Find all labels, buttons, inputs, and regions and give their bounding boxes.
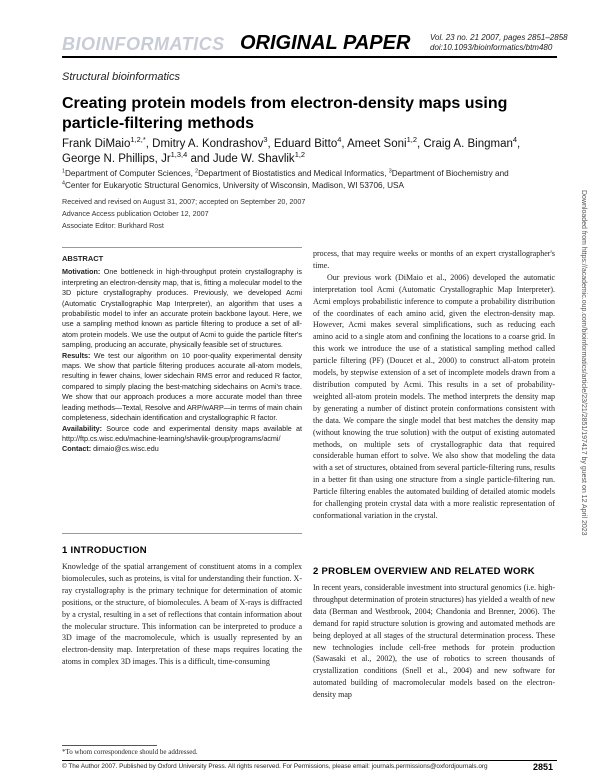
abstract-contact: Contact: dimaio@cs.wisc.edu: [62, 444, 159, 454]
abstract-results: Results: We test our algorithm on 10 poor-quality experimental density maps. We show that particle filtering produces accurate all-atom models, resulting in fewer chains, lower sidechain RMS error and reduced R factor, compared to simply placing the best-matching sidechains on Acmi's trace. We show that our approach produces a more accurate model than three leading methods—Textal, Resolve and ARP/wARP—in terms of main chain completeness, sidechain identification and crystallographic R factor.: [62, 350, 302, 423]
paper-title: Creating protein models from electron-density maps using particle-filtering methods: [62, 95, 508, 132]
section-label: Structural bioinformatics: [62, 71, 180, 83]
authors: [62, 137, 532, 167]
section2-heading: 2 PROBLEM OVERVIEW AND RELATED WORK: [313, 566, 535, 577]
associate-editor: Associate Editor: Burkhard Rost: [62, 221, 164, 230]
page-number: 2851: [533, 762, 554, 772]
section2-text: In recent years, considerable investment into structural genomics (i.e. high-throughput determination of protein structures) has yielded a wealth of new data (Berman and Westbrook, 2004; Chandonia and Brenner, 2006). The demand for rapid structure solution is growing and automated methods are being deployed at all stages of the structural determination process. These new technologies include cell-free methods for protein production (Sawasaki et al., 2002), the use of robotics to screen thousands of crystallization conditions (Snell et al., 2004) and new software for automated building of macromolecular models based on the electron-density map: [313, 583, 555, 700]
download-note-text: Downloaded from https://academic.oup.com/bioinformatics/article/23/21/2851/197417 by guest on 12 April 2023: [580, 190, 587, 536]
authors-text: Frank DiMaio$^{1,2,*}$, Dmitry A. Kondrashov$^3$, Eduard Bitto$^4$, Ameet Soni$^{1,2}$, Craig A. Bingman$^4$, George N. Phillips, Jr$^{1,3,4}$ and Jude W. Shavlik$^{1,2}$: [62, 135, 521, 165]
paper-type: ORIGINAL PAPER: [240, 32, 411, 54]
intro-text: Knowledge of the spatial arrangement of constituent atoms in a complex biomolecules, such as proteins, is vital for understanding their function. X-ray crystallography is the primary technique for determination of atomic positions, or the structure, of biomolecules. A beam of X-rays is diffracted by a crystal, resulting in a set of reflections that contain information about the molecular structure. This information can be interpreted to produce a 3D image of the macromolecule, which is usually represented by an electron-density map. Interpretation of these maps requires locating the atoms in complex 3D images. This is a difficult, time-consuming: [62, 562, 302, 667]
abstract: [62, 254, 302, 455]
volume-line: Vol. 23 no. 21 2007, pages 2851–2858: [430, 33, 568, 42]
advance-access: Advance Access publication October 12, 2007: [62, 209, 209, 218]
publication-meta: [430, 33, 568, 53]
affiliations: $^1$Department of Computer Sciences, $^2$Department of Biostatistics and Medical Informatics, $^3$Department of Biochemistry and $^4$Center for Eukaryotic Structural Genomics, University of Wisconsin, Madison, WI 53706, USA: [62, 168, 509, 190]
received-date: Received and revised on August 31, 2007; accepted on September 20, 2007: [62, 197, 306, 206]
journal-name: BIOINFORMATICS: [62, 34, 225, 54]
right-column: [313, 248, 555, 522]
abstract-top-rule: [62, 247, 302, 248]
dates: [62, 196, 532, 232]
right-para-2: Our previous work (DiMaio et al., 2006) developed the automatic interpretation tool Acmi (Automatic Crystallographic Map Interpreter). Acmi employs probabilistic inference to compute a probability distribution of the coordinates of each amino acid, given the electron-density map. However, Acmi makes several simplifications, such as reducing each amino acid to a single atom and confining the locations to a coarse grid. In this work we introduce the use of a statistical sampling method called particle filtering (PF) (Doucet et al., 2000) to construct all-atom protein models, by stepwise extension of a set of incomplete models drawn from a distribution computed by Acmi. This results in a set of probability-weighted all-atom protein models. The method interprets the density map by generating a number of distinct protein conformations consistent with the data. We compare the single model that best matches the density map (without knowing the true solution) with the output of existing automated methods, on multiple sets of crystallographic data that required considerable human effort to solve. We also show that modeling the data with a set of structures, obtained from several particle-filtering runs, results in a better fit than using one structure from a single particle-filtering run. Particle filtering enables the automated building of detailed atomic models for challenging protein crystal data with a more realistic representation of conformational variation in the crystal.: [313, 272, 555, 520]
abstract-heading: ABSTRACT: [62, 254, 104, 263]
abstract-availability: Availability: Source code and experimental density maps available at http://ftp.cs.wisc.edu/machine-learning/shavlik-group/programs/acmi/: [62, 423, 302, 443]
footnote-rule: [62, 745, 157, 746]
footer-rule: [62, 760, 557, 761]
abstract-bottom-rule: [62, 533, 302, 534]
copyright: © The Author 2007. Published by Oxford University Press. All rights reserved. For Permissions, please email: journals.permissions@oxfordjournals.org: [62, 763, 488, 770]
abstract-motivation: Motivation: One bottleneck in high-throughput protein crystallography is interpreting an electron-density map, that is, fitting a molecular model to the 3D picture crystallography produces. Previously, we developed Acmi (Automatic Crystallographic Map Interpreter), an algorithm that uses a probabilistic model to infer an accurate protein backbone layout. Here, we use a sampling method known as particle filtering to produce a set of all-atom protein models. We use the output of Acmi to guide the particle filter's sampling, producing an accurate, physically feasible set of structures.: [62, 267, 303, 350]
download-note: [578, 190, 590, 610]
header-rule: [62, 56, 557, 58]
intro-heading: 1 INTRODUCTION: [62, 545, 147, 556]
doi: doi:10.1093/bioinformatics/btm480: [430, 43, 553, 52]
footnote: *To whom correspondence should be addressed.: [62, 748, 198, 756]
right-para-1: process, that may require weeks or months of an expert crystallographer's time.: [313, 249, 555, 270]
